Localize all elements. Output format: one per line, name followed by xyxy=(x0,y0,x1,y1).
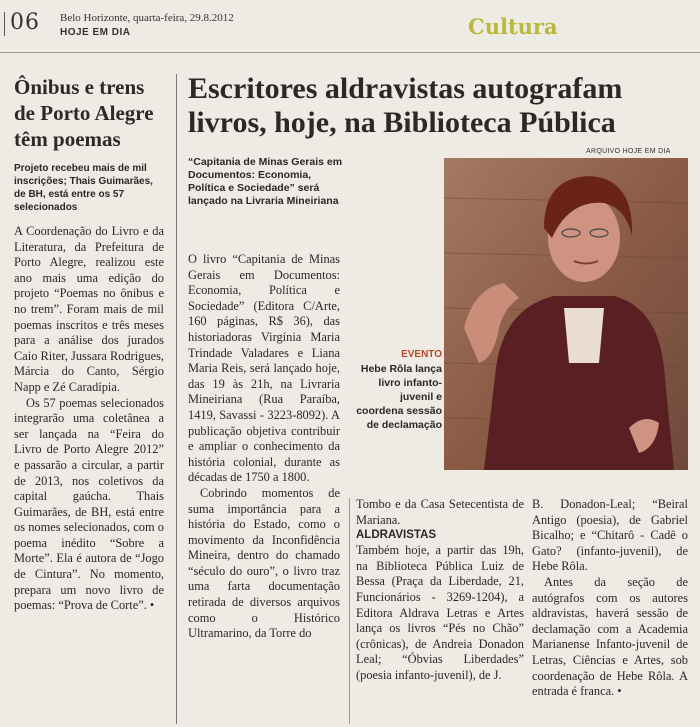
article-paragraph: B. Donadon-Leal; “Beiral Antigo (poesia), de Gabriel Bicalho; e “Chitarô - Cadê o Gato? (infanto-juvenil), de Hebe Rôla. xyxy=(532,497,688,574)
sidebar-paragraph: Os 57 poemas selecionados integrarão uma coletânea a ser lançada na “Feira do Livro de Porto Alegre 2012” e passarão a circular, a partir de 2013, nos coletivos da capital gaúcha. Thais Guimarães, de BH, está entre os nomes selecionados, com o poema inédito “Sobre a Morte”. Ela é autora de “Jogo de Cintura”. No momento, prepara um novo livro de poemas: “Prova de Corte”. • xyxy=(14,395,164,613)
sidebar-subtitle: Projeto recebeu mais de mil inscrições; Thais Guimarães, de BH, está entre os 57 selecionados xyxy=(14,163,153,213)
sidebar-paragraph: A Coordenação do Livro e da Literatura, da Prefeitura de Porto Alegre, realizou este ano mais uma edição do projeto “Poemas no ônibus e no trem”. Foram mais de mil poemas inscritos e três meses para a análise dos jurados Caio Riter, Jussara Rodrigues, Márcia do Canto, Sérgio Napp e Zé Caradípia. xyxy=(14,224,164,394)
header-rule xyxy=(0,52,700,53)
crosshead: ALDRAVISTAS xyxy=(356,529,437,542)
article-column-3 xyxy=(532,497,688,700)
photo-credit: ARQUIVO HOJE EM DIA xyxy=(586,148,671,155)
portrait-illustration xyxy=(444,158,688,470)
article-column-1 xyxy=(188,252,340,642)
newspaper-name: HOJE EM DIA xyxy=(60,27,131,38)
article-paragraph: Antes da seção de autógrafos com os autores aldravistas, haverá sessão de declamação com a Academia Marianense Infanto-juvenil de Letras, Ciências e Artes, sob coordenação de Hebe Rôla. A entrada é franca. • xyxy=(532,574,688,699)
article-paragraph: Também hoje, a partir das 19h, na Biblioteca Pública Luiz de Bessa (Praça da Liberdade, 21, Funcionários - 3269-1204), a Editora Aldrava Letras e Artes lança os livros “Pés no Chão” (crônicas), de Andreia Donadon Leal; “Óbvias Liberdades” (poesia infanto-juvenil), de J. xyxy=(356,543,524,682)
article-paragraph: Tombo e da Casa Setecentista de Mariana. xyxy=(356,497,524,527)
caption-kicker: EVENTO xyxy=(401,349,442,360)
article-paragraph: Cobrindo momentos de suma importância para a história do Estado, como o movimento da Inconfidência Mineira, dentro do chamado “século do ouro”, o livro traz uma farta documentação retirada de diversos arquivos como o Histórico Ultramarino, da Torre do xyxy=(188,485,340,641)
article-paragraph: O livro “Capitania de Minas Gerais em Documentos: Economia, Política e Sociedade” (Editora C/Arte, 160 páginas, R$ 36), das historiadoras Virgínia Maria Trindade Valadares e Liana Maria Reis, será lançado hoje, das 19 às 21h, na Livraria Mineiriana (Rua Paraíba, 1419, Savassi - 3223-8092). A publicação objetiva contribuir e ampliar o conhecimento da história colonial, durante as décadas de 1750 a 1800. xyxy=(188,252,340,485)
page-number: 06 xyxy=(4,10,40,35)
main-subhead: “Capitania de Minas Gerais em Documentos: Economia, Política e Sociedade” será lançado na Livraria Mineiriana xyxy=(188,156,343,207)
article-column-2 xyxy=(356,497,524,684)
main-headline: Escritores aldravistas autografam livros, hoje, na Biblioteca Pública xyxy=(188,72,623,139)
caption-text: Hebe Rôla lança livro infanto-juvenil e coordena sessão de declamação xyxy=(356,363,442,431)
photo-caption xyxy=(356,348,442,432)
section-title: Cultura xyxy=(468,14,558,39)
sidebar-article xyxy=(14,74,164,614)
column-divider xyxy=(349,498,350,724)
sidebar-headline: Ônibus e trens de Porto Alegre têm poemas xyxy=(14,75,154,151)
date-line: Belo Horizonte, quarta-feira, 29.8.2012 xyxy=(60,12,234,24)
column-divider xyxy=(176,74,177,724)
author-photo xyxy=(444,158,688,470)
sidebar-body xyxy=(14,224,164,614)
